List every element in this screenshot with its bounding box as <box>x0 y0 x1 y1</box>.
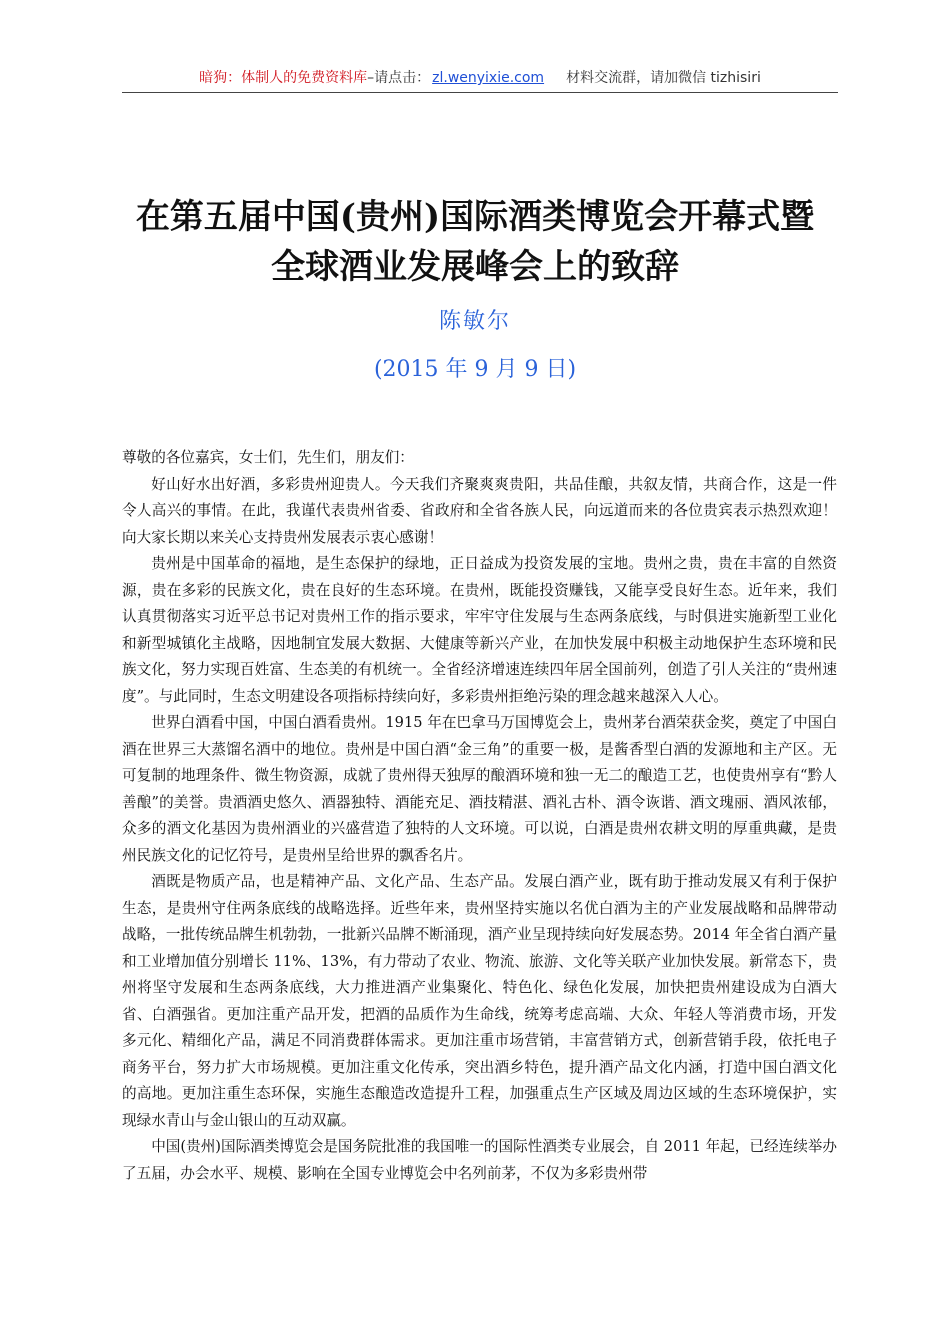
paragraph: 中国(贵州)国际酒类博览会是国务院批准的我国唯一的国际性酒类专业展会，自 2011 年起，已经连续举办了五届，办会水平、规模、影响在全国专业博览会中名列前茅，不仅为多彩贵州带 <box>122 1138 837 1182</box>
title-line-2: 全球酒业发展峰会上的致辞 <box>271 247 679 287</box>
header-click-prompt: –请点击： <box>367 70 431 86</box>
title-line-1: 在第五届中国(贵州)国际酒类博览会开幕式暨 <box>135 197 815 237</box>
paragraph: 好山好水出好酒，多彩贵州迎贵人。今天我们齐聚爽爽贵阳，共品佳酿，共叙友情，共商合作，这是一件令人高兴的事情。在此，我谨代表贵州省委、省政府和全省各族人民，向远道而来的各位贵宾表示热烈欢迎！向大家长期以来关心支持贵州发展表示衷心感谢！ <box>122 475 837 546</box>
header-divider <box>122 92 838 93</box>
speech-body <box>122 445 837 1187</box>
author-name: 陈敏尔 <box>438 309 511 334</box>
paragraph: 酒既是物质产品，也是精神产品、文化产品、生态产品。发展白酒产业，既有助于推动发展又有利于保护生态，是贵州守住两条底线的战略选择。近些年来，贵州坚持实施以名优白酒为主的产业发展战略和品牌带动战略，一批传统品牌生机勃勃，一批新兴品牌不断涌现，酒产业呈现持续向好发展态势。2014 年全省白酒产量和工业增加值分别增长 11%、13%，有力带动了农业、物流、旅游、文化等关联产业加快发展。新常态下，贵州将坚守发展和生态两条底线，大力推进酒产业集聚化、特色化、绿色化发展，加快把贵州建设成为白酒大省、白酒强省。更加注重产品开发，把酒的品质作为生命线，统筹考虑高端、大众、年轻人等消费市场，开发多元化、精细化产品，满足不同消费群体需求。更加注重市场营销，丰富营销方式，创新营销手段，依托电子商务平台，努力扩大市场规模。更加注重文化传承，突出酒乡特色，提升酒产品文化内涵，打造中国白酒文化的高地。更加注重生态环保，实施生态酿造改造提升工程，加强重点生产区域及周边区域的生态环境保护，实现绿水青山与金山银山的互动双赢。 <box>122 873 837 1129</box>
header-contact: 材料交流群，请加微信 tizhisiri <box>566 70 761 86</box>
header-link[interactable]: zl.wenyixie.com <box>432 70 545 86</box>
document-title <box>90 192 860 292</box>
salutation: 尊敬的各位嘉宾，女士们，先生们，朋友们： <box>122 449 414 466</box>
paragraph: 贵州是中国革命的福地，是生态保护的绿地，正日益成为投资发展的宝地。贵州之贵，贵在丰富的自然资源，贵在多彩的民族文化，贵在良好的生态环境。在贵州，既能投资赚钱，又能享受良好生态。近年来，我们认真贯彻落实习近平总书记对贵州工作的指示要求，牢牢守住发展与生态两条底线，与时俱进实施新型工业化和新型城镇化主战略，因地制宜发展大数据、大健康等新兴产业，在加快发展中积极主动地保护生态环境和民族文化，努力实现百姓富、生态美的有机统一。全省经济增速连续四年居全国前列，创造了引人关注的“贵州速度”。与此同时，生态文明建设各项指标持续向好，多彩贵州拒绝污染的理念越来越深入人心。 <box>122 555 837 705</box>
page-header <box>122 66 838 90</box>
paragraph: 世界白酒看中国，中国白酒看贵州。1915 年在巴拿马万国博览会上，贵州茅台酒荣获金奖，奠定了中国白酒在世界三大蒸馏名酒中的地位。贵州是中国白酒“金三角”的重要一极，是酱香型白酒的发源地和主产区。无可复制的地理条件、微生物资源，成就了贵州得天独厚的酿酒环境和独一无二的酿造工艺，也使贵州享有“黔人善酿”的美誉。贵酒酒史悠久、酒器独特、酒能充足、酒技精湛、酒礼古朴、酒令诙谐、酒文瑰丽、酒风浓郁，众多的酒文化基因为贵州酒业的兴盛营造了独特的人文环境。可以说，白酒是贵州农耕文明的厚重典藏，是贵州民族文化的记忆符号，是贵州呈给世界的飘香名片。 <box>122 714 837 864</box>
header-site-name: 暗狗：体制人的免费资料库 <box>199 70 368 86</box>
speech-date: (2015 年 9 月 9 日) <box>373 357 577 382</box>
